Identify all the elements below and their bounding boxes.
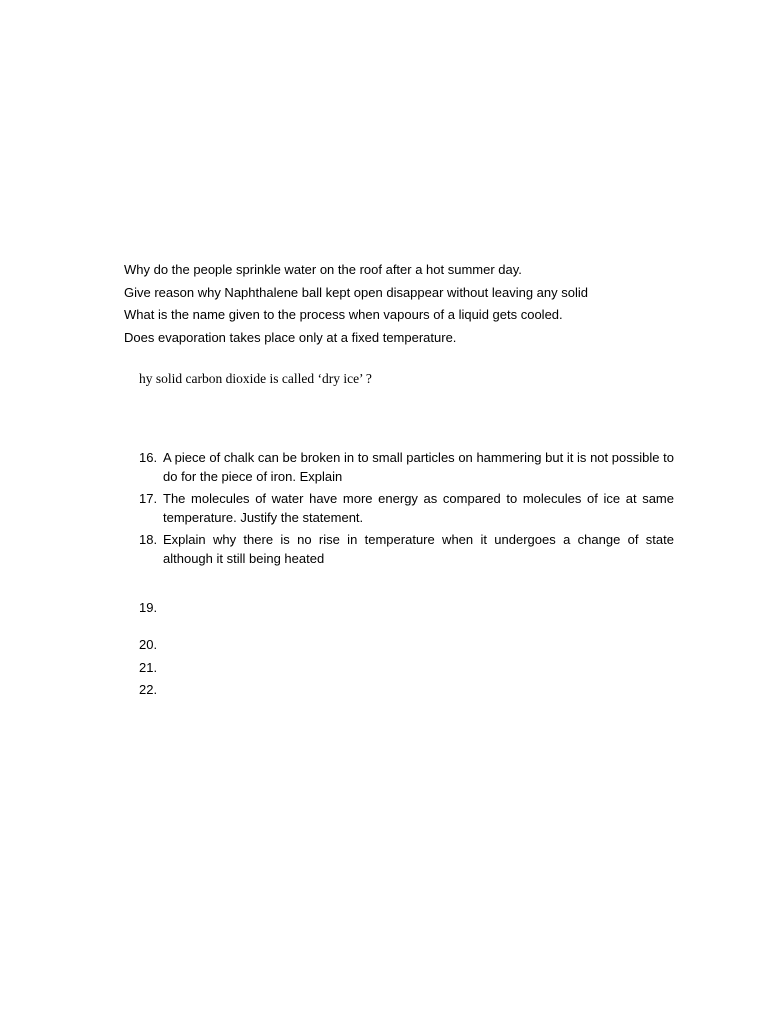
question-number: 18. bbox=[139, 532, 158, 547]
question-dry-ice: hy solid carbon dioxide is called ‘dry ice’ ? bbox=[139, 371, 372, 386]
question-number: 16. bbox=[139, 450, 158, 465]
question-number-20: 20. bbox=[139, 637, 158, 652]
numbered-question-17 bbox=[139, 489, 674, 527]
question-number-22: 22. bbox=[139, 682, 158, 697]
numbered-question-16 bbox=[139, 448, 674, 486]
numbered-question-18 bbox=[139, 530, 674, 568]
question-number: 17. bbox=[139, 491, 158, 506]
question-evaporation: Does evaporation takes place only at a fixed temperature. bbox=[124, 330, 457, 345]
question-text: The molecules of water have more energy as compared to molecules of ice at same temperature. Justify the statement. bbox=[163, 491, 674, 525]
question-number-19: 19. bbox=[139, 600, 158, 615]
question-text: Explain why there is no rise in temperature when it undergoes a change of state although it still being heated bbox=[163, 532, 674, 566]
question-text: A piece of chalk can be broken in to small particles on hammering but it is not possible to do for the piece of iron. Explain bbox=[163, 450, 674, 484]
question-number-21: 21. bbox=[139, 660, 158, 675]
question-naphthalene: Give reason why Naphthalene ball kept open disappear without leaving any solid bbox=[124, 285, 588, 300]
question-sprinkle-water: Why do the people sprinkle water on the roof after a hot summer day. bbox=[124, 262, 522, 277]
question-condensation: What is the name given to the process when vapours of a liquid gets cooled. bbox=[124, 307, 563, 322]
